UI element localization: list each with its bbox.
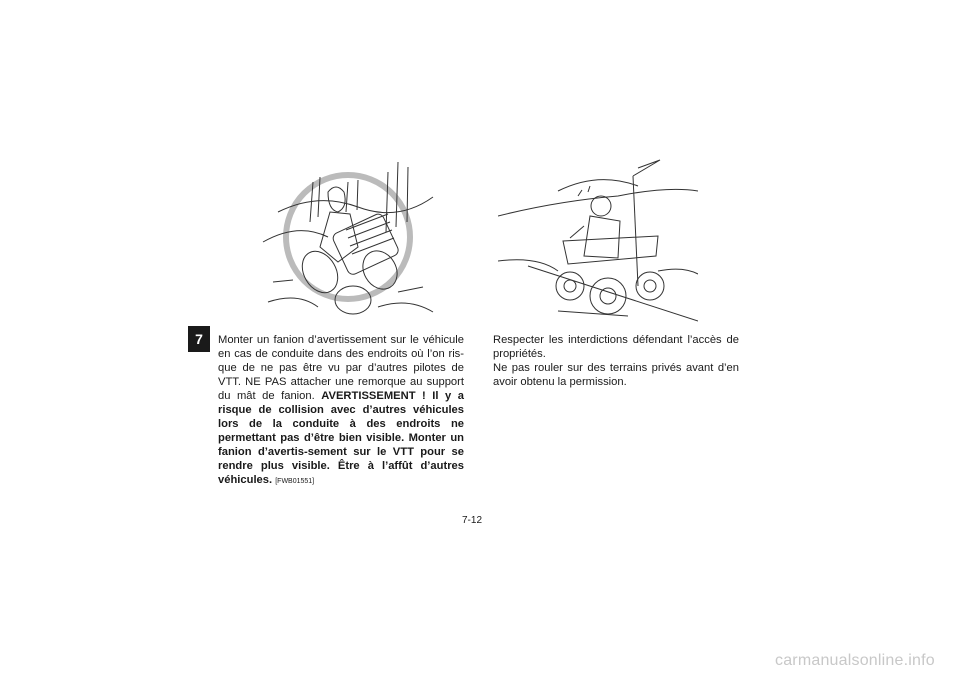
atv-warning-flag-illustration	[498, 146, 698, 330]
right-text-column	[493, 333, 739, 389]
flag-instruction-text: Monter un fanion d’avertissement sur le véhicule en cas de conduite dans des endroits où l’on ris-que de ne pas être vu par d’autres pilotes de VTT. NE PAS attacher une remorque au support du mât de fanion.	[218, 334, 464, 402]
watermark: carmanualsonline.info	[775, 652, 935, 669]
page-number: 7-12	[462, 515, 483, 526]
private-land-text: Ne pas rouler sur des terrains privés avant d’en avoir obtenu la permission.	[493, 362, 739, 388]
warning-code: [FWB01551]	[275, 478, 315, 485]
chapter-tab: 7	[188, 326, 210, 352]
property-access-text: Respecter les interdictions défendant l’accès de propriétés.	[493, 334, 739, 360]
warning-text: AVERTISSEMENT ! Il y a risque de collision avec d’autres véhicules lors de la conduite à des endroits ne permettant pas d’être bien visible. Monter un fanion d’avertis-sement sur le VTT pour se rendre plus visible. Être à l’affût d’autres véhicules.	[218, 390, 465, 486]
atv-wooded-trail-illustration	[258, 152, 438, 322]
left-text-column	[218, 333, 464, 489]
